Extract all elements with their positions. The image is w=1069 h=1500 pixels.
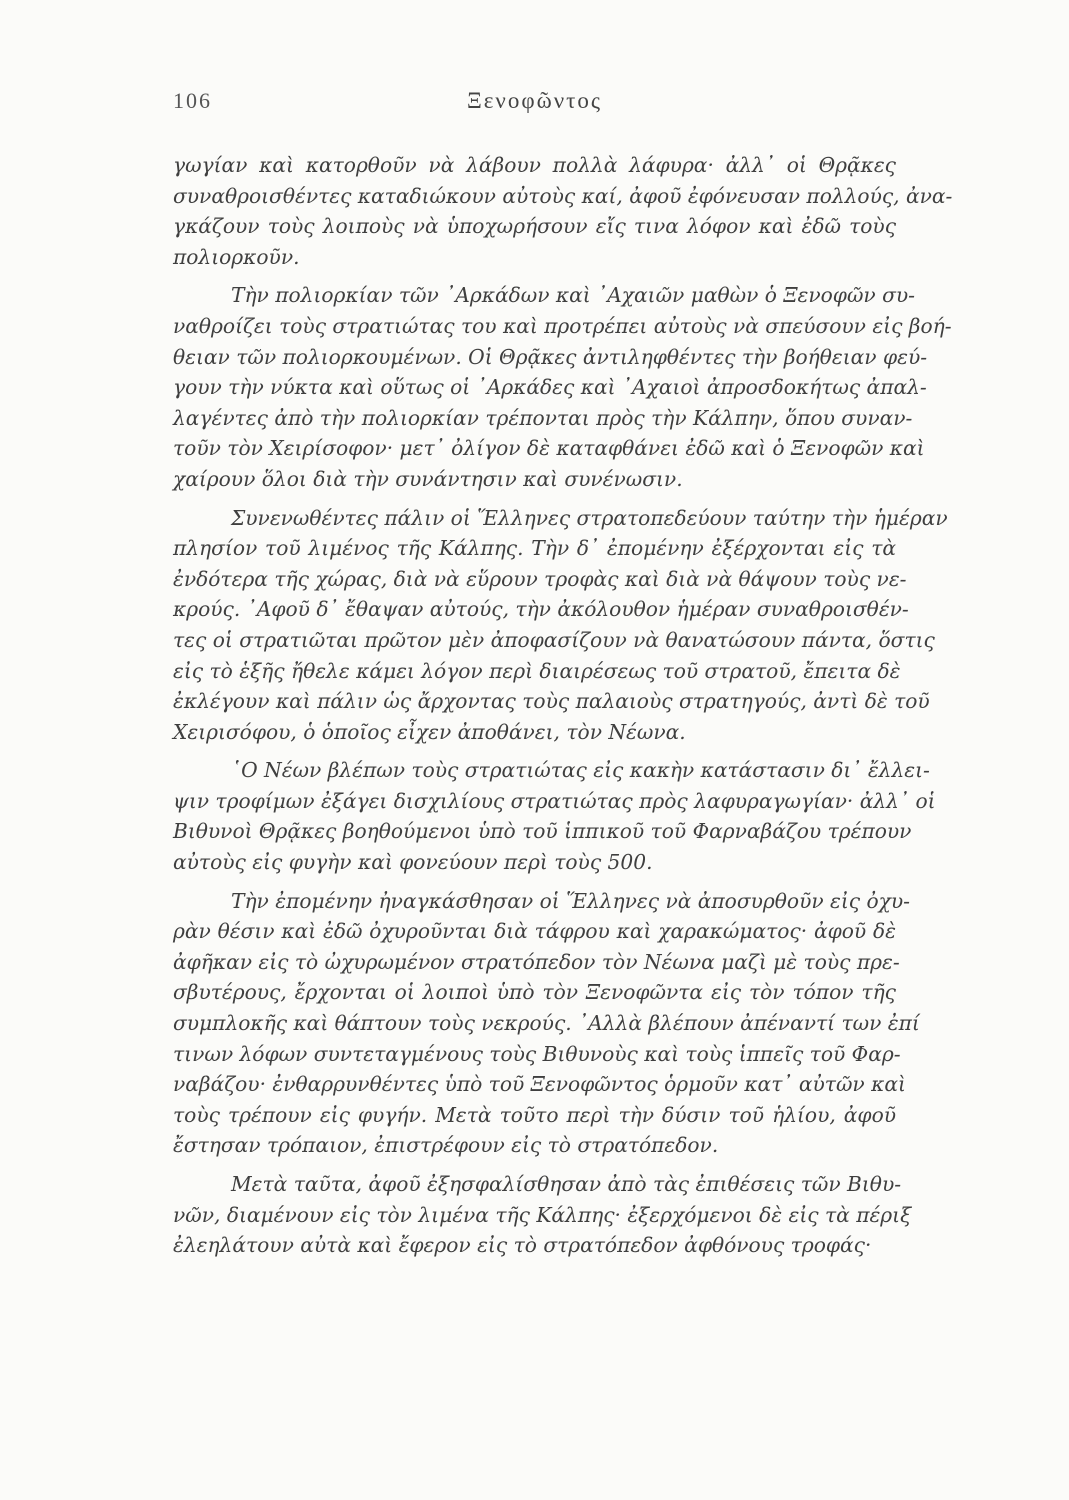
text-line: Τὴν ἐπομένην ἠναγκάσθησαν οἱ Ἕλληνες νὰ ἀποσυρθοῦν εἰς ὀχυ-	[231, 888, 910, 913]
text-line: χαίρουν ὅλοι διὰ τὴν συνάντησιν καὶ συνένωσιν.	[173, 466, 683, 491]
text-line: πλησίον τοῦ λιμένος τῆς Κάλπης. Τὴν δ᾽ ἐπομένην ἐξέρχονται εἰς τὰ	[173, 536, 896, 561]
text-line: λαγέντες ἀπὸ τὴν πολιορκίαν τρέπονται πρὸς τὴν Κάλπην, ὅπου συναν-	[173, 405, 913, 430]
text-line: ναθροίζει τοὺς στρατιώτας του καὶ προτρέπει αὐτοὺς νὰ σπεύσουν εἰς βοή-	[173, 313, 952, 338]
text-line: τες οἱ στρατιῶται πρῶτον μὲν ἀποφασίζουν νὰ θανατώσουν πάντα, ὅστις	[173, 627, 935, 652]
paragraph	[173, 503, 948, 748]
paragraph-gap	[173, 272, 896, 280]
text-line: ρὰν θέσιν καὶ ἐδῶ ὀχυροῦνται διὰ τάφρου καὶ χαρακώματος· ἀφοῦ δὲ	[173, 919, 896, 944]
text-line: γουν τὴν νύκτα καὶ οὕτως οἱ ᾿Αρκάδες καὶ ᾿Αχαιοὶ ἀπροσδοκήτως ἀπαλ-	[173, 375, 927, 400]
text-line: ἐλεηλάτουν αὐτὰ καὶ ἔφερον εἰς τὸ στρατόπεδον ἀφθόνους τροφάς·	[173, 1233, 872, 1258]
text-line: γκάζουν τοὺς λοιποὺς νὰ ὑποχωρήσουν εἴς τινα λόφον καὶ ἐδῶ τοὺς	[173, 214, 896, 239]
text-line: πολιορκοῦν.	[173, 244, 300, 269]
text-line: τινων λόφων συντεταγμένους τοὺς Βιθυνοὺς καὶ τοὺς ἱππεῖς τοῦ Φαρ-	[173, 1041, 901, 1066]
text-line: εἰς τὸ ἑξῆς ἤθελε κάμει λόγον περὶ διαιρέσεως τοῦ στρατοῦ, ἔπειτα δὲ	[173, 658, 901, 683]
text-line: ἐνδότερα τῆς χώρας, διὰ νὰ εὕρουν τροφὰς καὶ διὰ νὰ θάψουν τοὺς νε-	[173, 566, 907, 591]
text-line: ἐκλέγουν καὶ πάλιν ὡς ἄρχοντας τοὺς παλαιοὺς στρατηγούς, ἀντὶ δὲ τοῦ	[173, 689, 930, 714]
text-line: ῾Ο Νέων βλέπων τοὺς στρατιώτας εἰς κακὴν κατάστασιν δι᾽ ἔλλει-	[231, 758, 930, 783]
text-line: Βιθυνοὶ Θρᾷκες βοηθούμενοι ὑπὸ τοῦ ἱππικοῦ τοῦ Φαρναβάζου τρέπουν	[173, 819, 912, 844]
text-line: αὐτοὺς εἰς φυγὴν καὶ φονεύουν περὶ τοὺς 500.	[173, 850, 653, 875]
paragraph-gap	[173, 747, 896, 755]
paragraph	[173, 280, 952, 494]
text-line: συμπλοκῆς καὶ θάπτουν τοὺς νεκρούς. ᾿Αλλὰ βλέπουν ἀπέναντί των ἐπί	[173, 1011, 920, 1036]
text-line: τοὺς τρέπουν εἰς φυγήν. Μετὰ τοῦτο περὶ τὴν δύσιν τοῦ ἡλίου, ἀφοῦ	[173, 1102, 896, 1127]
paragraph-gap	[173, 495, 896, 503]
text-line: ἀφῆκαν εἰς τὸ ὠχυρωμένον στρατόπεδον τὸν Νέωνα μαζὶ μὲ τοὺς πρε-	[173, 949, 900, 974]
text-line: σβυτέρους, ἔρχονται οἱ λοιποὶ ὑπὸ τὸν Ξενοφῶντα εἰς τὸν τόπον τῆς	[173, 980, 896, 1005]
paragraph	[173, 755, 936, 877]
body-text	[173, 150, 953, 1261]
paragraph	[173, 150, 953, 272]
running-title: Ξενοφῶντος	[466, 88, 602, 113]
paragraph	[173, 1169, 912, 1261]
text-line: τοῦν τὸν Χειρίσοφον· μετ᾽ ὀλίγον δὲ καταφθάνει ἐδῶ καὶ ὁ Ξενοφῶν καὶ	[173, 436, 925, 461]
text-line: Χειρισόφου, ὁ ὁποῖος εἶχεν ἀποθάνει, τὸν Νέωνα.	[173, 719, 686, 744]
paragraph-gap	[173, 878, 896, 886]
page-header	[0, 88, 1069, 118]
text-line: ναβάζου· ἐνθαρρυνθέντες ὑπὸ τοῦ Ξενοφῶντος ὁρμοῦν κατ᾽ αὐτῶν καὶ	[173, 1072, 906, 1097]
paragraph	[173, 886, 920, 1161]
page-number: 106	[173, 88, 212, 113]
paragraph-gap	[173, 1161, 896, 1169]
text-line: θειαν τῶν πολιορκουμένων. Οἱ Θρᾷκες ἀντιληφθέντες τὴν βοήθειαν φεύ-	[173, 344, 928, 369]
text-line: γωγίαν καὶ κατορθοῦν νὰ λάβουν πολλὰ λάφυρα· ἀλλ᾽ οἱ Θρᾷκες	[173, 153, 896, 177]
text-line: Συνενωθέντες πάλιν οἱ Ἕλληνες στρατοπεδεύουν ταύτην τὴν ἡμέραν	[231, 505, 948, 530]
text-line: συναθροισθέντες καταδιώκουν αὐτοὺς καί, ἀφοῦ ἐφόνευσαν πολλούς, ἀνα-	[173, 183, 953, 208]
text-line: Μετὰ ταῦτα, ἀφοῦ ἐξησφαλίσθησαν ἀπὸ τὰς ἐπιθέσεις τῶν Βιθυ-	[231, 1172, 902, 1196]
text-line: κρούς. ᾿Αφοῦ δ᾽ ἔθαψαν αὐτούς, τὴν ἀκόλουθον ἡμέραν συναθροισθέν-	[173, 597, 909, 622]
text-line: Τὴν πολιορκίαν τῶν ᾿Αρκάδων καὶ ᾿Αχαιῶν μαθὼν ὁ Ξενοφῶν συ-	[231, 283, 915, 308]
text-line: ψιν τροφίμων ἐξάγει δισχιλίους στρατιώτας πρὸς λαφυραγωγίαν· ἀλλ᾽ οἱ	[173, 788, 936, 813]
text-line: ἔστησαν τρόπαιον, ἐπιστρέφουν εἰς τὸ στρατόπεδον.	[173, 1133, 719, 1158]
text-line: νῶν, διαμένουν εἰς τὸν λιμένα τῆς Κάλπης· ἐξερχόμενοι δὲ εἰς τὰ πέριξ	[173, 1202, 912, 1227]
